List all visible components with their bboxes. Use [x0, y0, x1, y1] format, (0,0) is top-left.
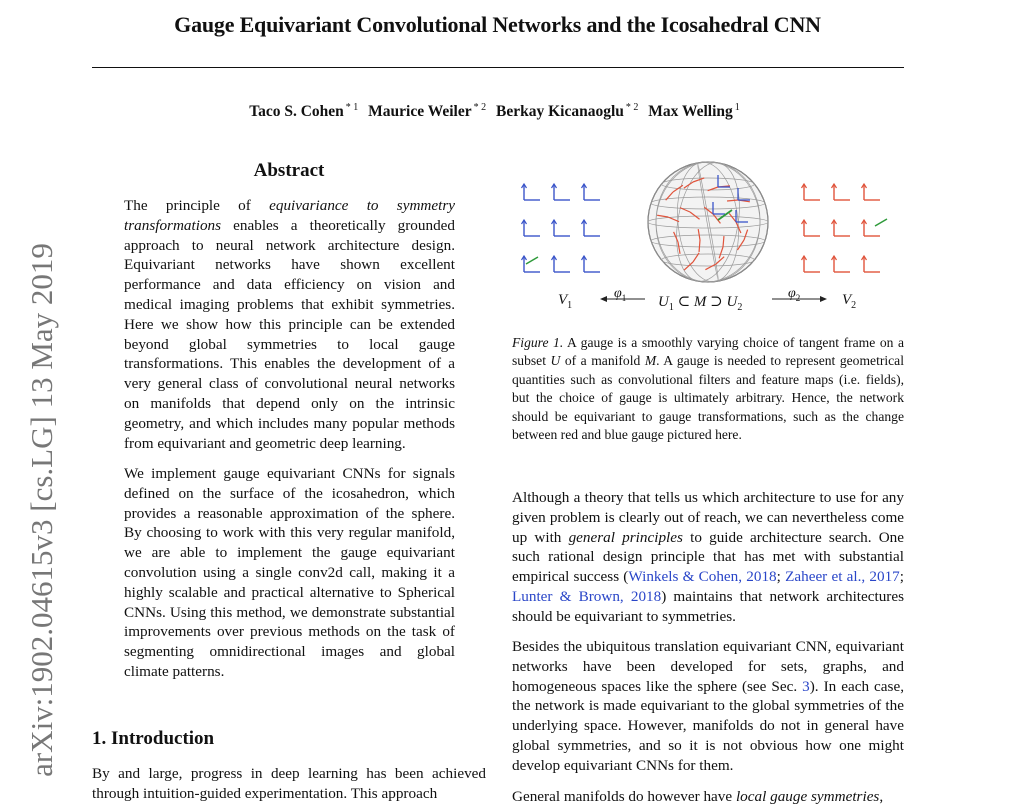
figure-1: [510, 152, 906, 322]
body-text: ;: [899, 568, 904, 586]
right-grid-red: [802, 184, 888, 272]
map-arrowhead: [600, 296, 607, 302]
abstract-text: The principle of: [124, 197, 270, 214]
figure-caption: [512, 334, 904, 444]
abstract-heading: Abstract: [253, 160, 325, 181]
author-name: Maurice Weiler: [368, 103, 472, 121]
author-name: Berkay Kicanaoglu: [495, 103, 624, 121]
caption-math: U: [550, 353, 561, 369]
body-paragraph: [512, 637, 904, 776]
body-text: to guide architecture search. One such rational design principle that has met with substantial empirical success (: [512, 528, 904, 586]
body-text: Besides the ubiquitous translation equivariant CNN, equivariant networks have been developed for sets, graphs, and homogeneous spaces like the sphere (see Sec.: [512, 638, 904, 695]
sphere-diagram: [646, 157, 770, 287]
label-manifold: $U_1$ ⊂ M ⊃ $U_2$: [658, 294, 743, 313]
body-emphasis: local gauge symmetries: [735, 788, 880, 805]
caption-text: . A gauge is needed to represent geometrical quantities such as convolutional filters and feature maps (i.e. fields), but the choice of gauge is ultimately arbitrary. Hence, the network should be equivariant to gauge transformations, such as the change between red and blue gauge pictured here.: [512, 353, 904, 443]
caption-label: Figure 1.: [512, 335, 564, 350]
author-affiliation: * 2: [473, 102, 487, 113]
caption-text: of a manifold: [560, 353, 645, 369]
paper-title: Gauge Equivariant Convolutional Networks and the Icosahedral CNN: [174, 12, 821, 37]
left-grid-blue: [522, 184, 601, 272]
abstract-paragraph: [124, 196, 455, 453]
body-paragraph: [512, 488, 904, 627]
body-text: Although a theory that tells us which architecture to use for any given problem is clearly out of reach, we can nevertheless come up with: [512, 489, 904, 546]
author-affiliation: * 1: [345, 102, 359, 113]
section-heading: 1. Introduction: [92, 728, 215, 749]
author-list: [90, 102, 905, 121]
intro-text: By and large, progress in deep learning has been achieved through intuition-guided experimentation. This approach: [92, 765, 486, 802]
caption-math: M: [644, 353, 657, 369]
abstract-paragraph: [124, 464, 455, 682]
abstract-text: We implement gauge equivariant CNNs for signals defined on the surface of the icosahedron, which provides a reasonable approximation of the sphere. By choosing to work with this very regular manifold, we are able to implement the gauge equivariant convolution using a single conv2d call, making it a highly scalable and practical alternative to Spherical CNNs. Using this method, we demonstrate substantial improvements over previous methods on the task of segmenting omnidirectional images and global climate patterns.: [124, 465, 455, 680]
body-text: ) maintains that network architectures should be equivariant to symmetries.: [512, 587, 905, 625]
intro-paragraph: [92, 764, 486, 804]
title-rule: [92, 67, 904, 68]
author-name: Max Welling: [648, 103, 733, 121]
body-text: General manifolds do however have: [512, 788, 736, 805]
body-text: ;: [776, 568, 786, 586]
citation-link[interactable]: Lunter & Brown, 2018: [512, 587, 662, 605]
body-text: ,: [879, 788, 884, 805]
body-emphasis: general principles: [568, 528, 683, 546]
body-paragraph: [512, 787, 904, 807]
map-arrowhead: [820, 296, 827, 302]
citation-link[interactable]: Winkels & Cohen, 2018: [628, 568, 777, 586]
feature-vector: [526, 257, 538, 264]
body-text: ). In each case, the network is made equivariant to the global symmetries of the underlying space. However, manifolds do not in general have global symmetries, and so it is not obvious how one might develop equivariant CNNs for them.: [512, 677, 904, 774]
caption-text: A gauge is a smoothly varying choice of tangent frame on a subset: [512, 335, 904, 369]
section-ref-link[interactable]: 3: [802, 677, 810, 695]
author-name: Taco S. Cohen: [249, 103, 344, 121]
author-affiliation: * 2: [625, 102, 639, 113]
label-v2: $V_2$: [842, 292, 857, 311]
abstract-text: enables a theoretically grounded approach to neural network architecture design. Equivariant networks have shown excellent performance and data efficiency on vision and medical imaging problems that exhibit symmetries. Here we show how this principle can be extended beyond global symmetries to local gauge transformations. This enables the development of a very general class of convolutional neural networks on manifolds that depend only on the intrinsic geometry, and which includes many popular methods from equivariant and geometric deep learning.: [124, 216, 455, 452]
label-phi1: $\varphi_1$: [614, 286, 627, 303]
label-v1: $V_1$: [558, 292, 573, 311]
arxiv-stamp-text: arXiv:1902.04615v3 [cs.LG] 13 May 2019: [24, 243, 59, 777]
author-affiliation: 1: [734, 102, 740, 113]
feature-vector: [875, 219, 887, 226]
abstract-emphasis: equivariance to symmetry transformations: [124, 197, 456, 234]
sphere-outline: [648, 162, 768, 282]
citation-link[interactable]: Zaheer et al., 2017: [785, 568, 900, 586]
label-phi2: $\varphi_2$: [788, 286, 801, 303]
